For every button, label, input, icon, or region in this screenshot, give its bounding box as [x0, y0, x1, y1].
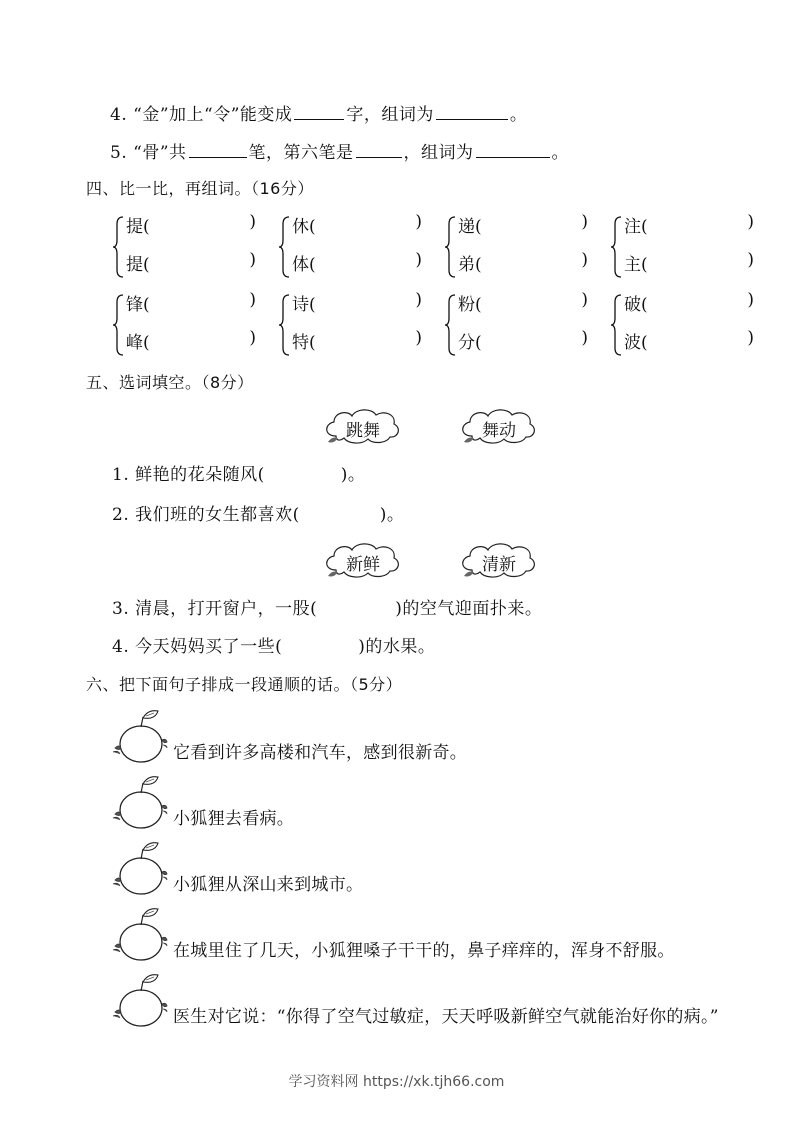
- brace-icon: [278, 294, 290, 356]
- compare-pair: [610, 290, 760, 362]
- brace-icon: [112, 294, 124, 356]
- fill-item: 2. 我们班的女生都喜欢( )。: [112, 505, 405, 525]
- brace-icon: [610, 216, 622, 278]
- pair-row[interactable]: 休( ): [292, 212, 422, 237]
- order-apple[interactable]: [110, 906, 172, 964]
- section-5-heading: 五、选词填空。（8分）: [86, 373, 254, 392]
- question-4: 4. “金”加上“令”能变成 字，组词为 。: [110, 105, 528, 125]
- compare-pair: [278, 290, 428, 362]
- sentence: 小狐狸从深山来到城市。: [173, 875, 364, 895]
- pair-row[interactable]: 弟( ): [458, 250, 588, 275]
- answer-blank[interactable]: [189, 141, 247, 158]
- word-cloud: 清新: [458, 540, 540, 584]
- brace-icon: [610, 294, 622, 356]
- compare-pair: [112, 212, 262, 284]
- compare-pair: [610, 212, 760, 284]
- pair-row[interactable]: 破( ): [624, 290, 754, 315]
- pair-row[interactable]: 提( ): [126, 250, 256, 275]
- sentence: 它看到许多高楼和汽车，感到很新奇。: [173, 743, 468, 763]
- order-apple[interactable]: [110, 840, 172, 898]
- apple-icon: [110, 774, 172, 832]
- pair-row[interactable]: 峰( ): [126, 328, 256, 353]
- pair-row[interactable]: 诗( ): [292, 290, 422, 315]
- answer-blank[interactable]: [436, 103, 508, 120]
- section-4-heading: 四、比一比，再组词。（16分）: [86, 179, 314, 198]
- brace-icon: [112, 216, 124, 278]
- compare-pair: [444, 212, 594, 284]
- brace-icon: [278, 216, 290, 278]
- compare-pair: [278, 212, 428, 284]
- fill-item: 4. 今天妈妈买了一些( )的水果。: [112, 637, 436, 657]
- order-apple[interactable]: [110, 708, 172, 766]
- brace-icon: [444, 294, 456, 356]
- order-apple[interactable]: [110, 972, 172, 1030]
- word-cloud: 舞动: [458, 406, 540, 450]
- sentence: 小狐狸去看病。: [173, 809, 295, 829]
- apple-icon: [110, 906, 172, 964]
- order-apple[interactable]: [110, 774, 172, 832]
- pair-row[interactable]: 波( ): [624, 328, 754, 353]
- word-cloud: 新鲜: [322, 540, 404, 584]
- compare-pair: [444, 290, 594, 362]
- answer-blank[interactable]: [294, 103, 344, 120]
- apple-icon: [110, 708, 172, 766]
- pair-row[interactable]: 粉( ): [458, 290, 588, 315]
- compare-pair: [112, 290, 262, 362]
- word-cloud: 跳舞: [322, 406, 404, 450]
- fill-item: 3. 清晨，打开窗户，一股( )的空气迎面扑来。: [112, 599, 543, 619]
- pair-row[interactable]: 分( ): [458, 328, 588, 353]
- fill-item: 1. 鲜艳的花朵随风( )。: [112, 465, 366, 485]
- pair-row[interactable]: 体( ): [292, 250, 422, 275]
- pair-row[interactable]: 特( ): [292, 328, 422, 353]
- answer-blank[interactable]: [356, 141, 402, 158]
- sentence: 在城里住了几天，小狐狸嗓子干干的，鼻子痒痒的，浑身不舒服。: [173, 941, 675, 961]
- page-footer: 学习资料网 https://xk.tjh66.com: [288, 1074, 505, 1090]
- answer-blank[interactable]: [476, 141, 550, 158]
- pair-row[interactable]: 递( ): [458, 212, 588, 237]
- section-6-heading: 六、把下面句子排成一段通顺的话。（5分）: [86, 675, 403, 694]
- pair-row[interactable]: 注( ): [624, 212, 754, 237]
- apple-icon: [110, 840, 172, 898]
- question-5: 5. “骨”共 笔，第六笔是 ，组词为 。: [110, 143, 570, 163]
- pair-row[interactable]: 提( ): [126, 212, 256, 237]
- apple-icon: [110, 972, 172, 1030]
- brace-icon: [444, 216, 456, 278]
- pair-row[interactable]: 锋( ): [126, 290, 256, 315]
- sentence: 医生对它说：“你得了空气过敏症，天天呼吸新鲜空气就能治好你的病。”: [173, 1007, 719, 1027]
- pair-row[interactable]: 主( ): [624, 250, 754, 275]
